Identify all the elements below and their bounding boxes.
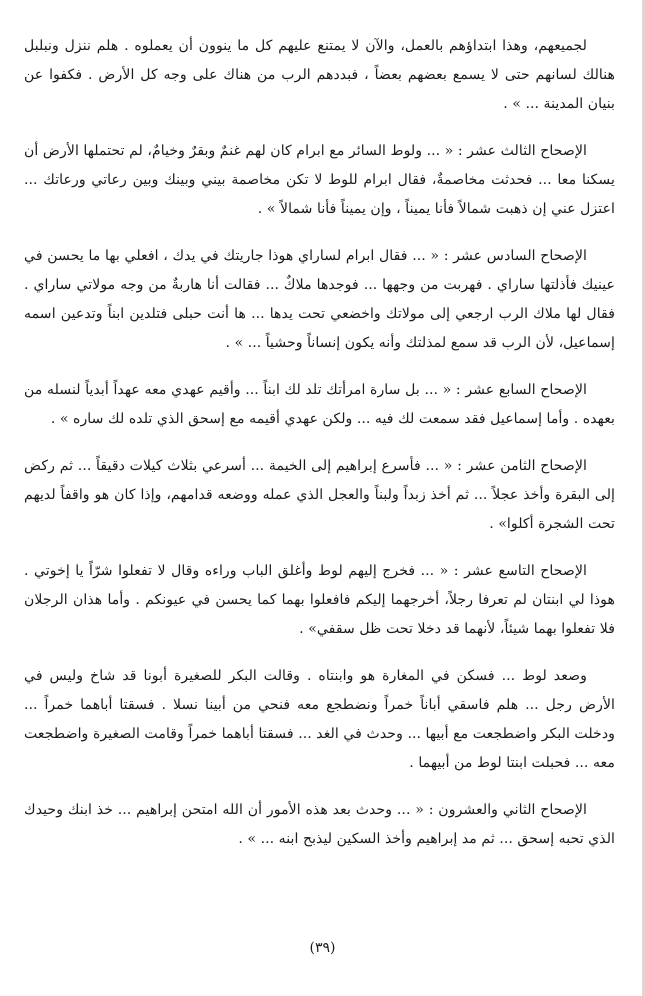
document-body xyxy=(24,32,615,872)
paragraph-chapter-13: الإصحاح الثالث عشر : « ... ولوط السائر مع ابرام كان لهم غنمٌ وبقرٌ وخيامٌ، لم تحتملها الأرض أن يسكنا معا ... فحدثت مخاصمةٌ، فقال ابرام للوط لا تكن مخاصمة بيني وبينك وبين رعاتي ورعاتك ... اعتزل عني إن ذهبت شمالاً فأنا يميناً ، وإن يميناً فأنا شمالاً » . xyxy=(24,143,615,217)
paragraph-chapter-17: الإصحاح السابع عشر : « ... بل سارة امرأتك تلد لك ابناً ... وأقيم عهدي معه عهداً أبدياً لنسله من بعهده . وأما إسماعيل فقد سمعت لك فيه ... ولكن عهدي أقيمه مع إسحق الذي تلده لك ساره » . xyxy=(24,382,615,427)
paragraph-chapter-16: الإصحاح السادس عشر : « ... فقال ابرام لساراي هوذا جاريتك في يدك ، افعلي بها ما يحسن في عينيك فأذلتها ساراي . فهربت من وجهها ... فوجدها ملاكٌ ... فقالت أنا هاربةٌ من وجه مولاتي ساراي . فقال لها ملاك الرب ارجعي إلى مولاتك واخضعي تحت يدها ... ها أنت حبلى فتلدين ابناً وتدعين اسمه إسماعيل، لأن الرب قد سمع لمذلتك وأنه يكون إنساناً وحشياً ... » . xyxy=(24,248,615,351)
paragraph-chapter-18: الإصحاح الثامن عشر : « ... فأسرع إبراهيم إلى الخيمة ... أسرعي بثلاث كيلات دقيقاً ... ثم ركض إلى البقرة وأخذ عجلاً ... ثم أخذ زبداً ولبناً والعجل الذي عمله ووضعه قدامهم، وإذا كان هو واقفاً لديهم تحت الشجرة أكلوا» . xyxy=(24,458,615,532)
page-number: (٣٩) xyxy=(309,940,336,956)
paragraph-continuation: لجميعهم، وهذا ابتداؤهم بالعمل، والآن لا يمتنع عليهم كل ما ينوون أن يعملوه . هلم ننزل ونبلبل هنالك لسانهم حتى لا يسمع بعضهم بعضاً ، فبددهم الرب من هناك على وجه كل الأرض . فكفوا عن بنيان المدينة ... » . xyxy=(24,38,615,112)
paragraph-chapter-22: الإصحاح الثاني والعشرون : « ... وحدث بعد هذه الأمور أن الله امتحن إبراهيم ... خذ ابنك وحيدك الذي تحبه إسحق ... ثم مد إبراهيم وأخذ السكين ليذبح ابنه ... » . xyxy=(24,802,615,847)
paragraph-lot-cave: وصعد لوط ... فسكن في المغارة هو وابنتاه . وقالت البكر للصغيرة أبونا قد شاخ وليس في الأرض رجل ... هلم فاسقي أباناً خمراً ونضطجع معه فنحي من أبينا نسلا . فسقتا أباهما خمراً ... ودخلت البكر واضطجعت مع أبيها ... وحدث في الغد ... فسقتا أباهما خمراً وقامت الصغيرة واضطجعت معه ... فحبلت ابنتا لوط من أبيهما . xyxy=(24,668,615,771)
paragraph-chapter-19: الإصحاح التاسع عشر : « ... فخرج إليهم لوط وأغلق الباب وراءه وقال لا تفعلوا شرّاً يا إخوتي . هوذا لي ابنتان لم تعرفا رجلاً، أخرجهما إليكم فافعلوا بهما كما يحسن في عيونكم . وأما هذان الرجلان فلا تفعلوا بهما شيئاً، لأنهما قد دخلا تحت ظل سقفي» . xyxy=(24,563,615,637)
